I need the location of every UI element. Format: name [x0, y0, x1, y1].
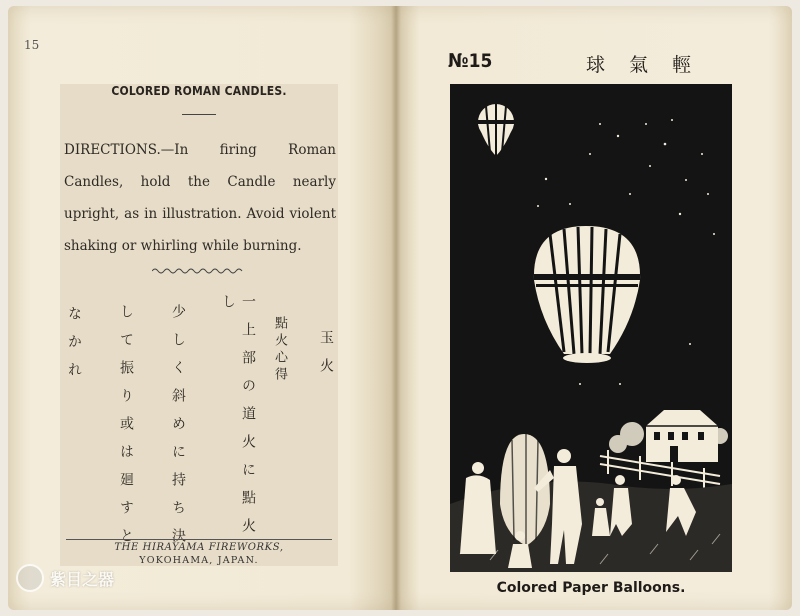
jp-column-2: 點火心得 [272, 316, 287, 384]
jp-column-6: なかれ [66, 306, 82, 390]
squiggle-divider [152, 267, 244, 275]
footer-rule [66, 539, 332, 540]
footer-company: THE HIRAYAMA FIREWORKS, [114, 542, 284, 553]
title-rule [182, 114, 216, 115]
small-balloon [478, 104, 514, 156]
footer-location: YOKOHAMA, JAPAN. [139, 555, 259, 566]
watermark-text: 紫目之器 [50, 569, 115, 589]
label-title: COLORED ROMAN CANDLES. [111, 84, 287, 98]
watermark-logo-icon [16, 564, 44, 592]
directions-text: DIRECTIONS.—In firing Roman Candles, hold the Candle nearly upright, as in illustration. Avoid violent shaking or whirling while burning. [64, 142, 336, 254]
woodcut-scene [450, 84, 732, 572]
jp-column-1: 玉火 [318, 330, 334, 386]
jp-column-3: 一上部の道火に點火し [220, 294, 256, 546]
house [646, 410, 718, 462]
jp-column-5: して振り或は廻すと [118, 304, 134, 556]
balloon-illustration [450, 84, 732, 572]
large-balloon [534, 226, 640, 363]
watermark [16, 564, 114, 592]
plate-number: №15 [448, 50, 493, 72]
kanji-title: 球氣輕 [586, 54, 716, 76]
illustration-caption: Colored Paper Balloons. [496, 580, 686, 596]
book-gutter [391, 6, 401, 610]
page-number: 15 [24, 38, 40, 52]
jp-column-4: 少しく斜めに持ち決 [170, 304, 186, 556]
pasted-english-label [60, 84, 338, 566]
